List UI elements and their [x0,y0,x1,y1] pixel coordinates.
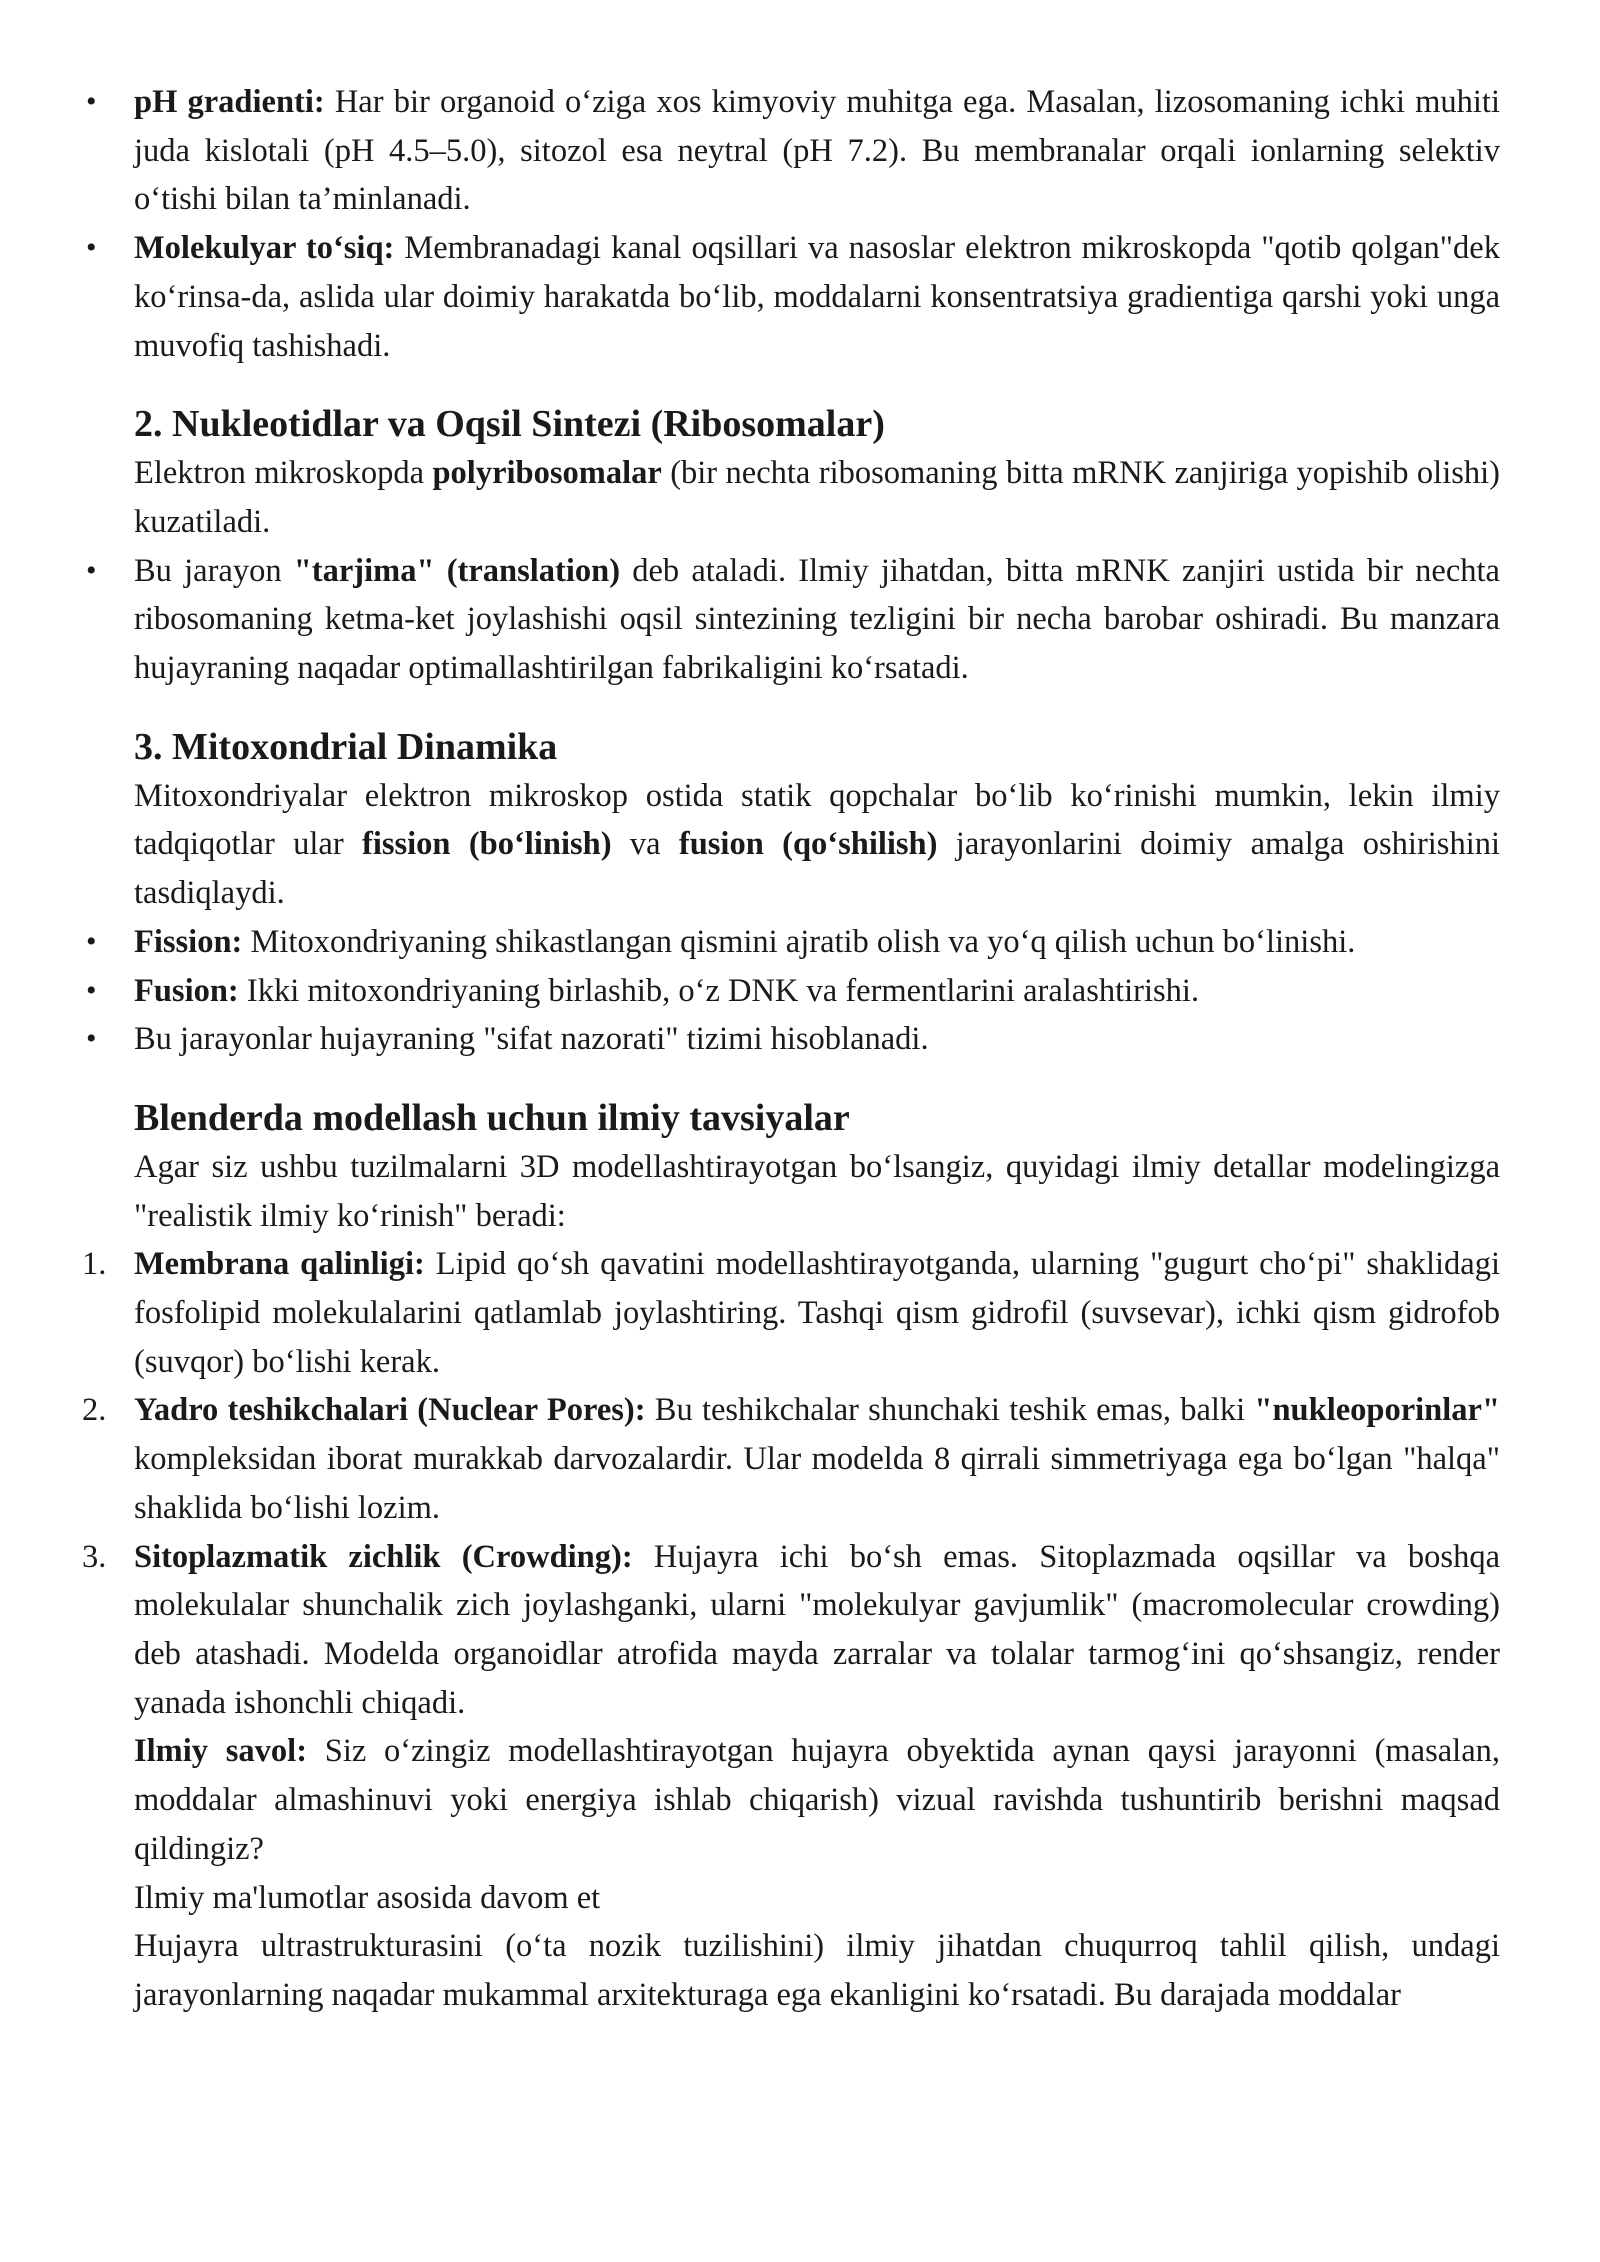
description: Har bir organoid o‘ziga xos kimyoviy muhitga ega. Masalan, lizosomaning ichki muhiti juda kislotali (pH 4.5–5.0), sitozol esa neytral (pH 7.2). Bu membranalar orqali ionlarning selektiv o‘tishi bilan ta’minlanadi. [134,84,1500,218]
section-heading-mitochondria: 3. Mitoxondrial Dinamika [134,725,558,768]
recommendation-list [82,1240,1500,1727]
term: Molekulyar to‘siq: [134,230,395,267]
list-item [134,918,1500,967]
ribosome-bullet-list [134,547,1500,693]
section-heading-blender: Blenderda modellash uchun ilmiy tavsiyalar [134,1096,850,1139]
term: pH gradienti: [134,84,325,120]
final-paragraph: Hujayra ultrastrukturasini (o‘ta nozik tuzilishini) ilmiy jihatdan chuqurroq tahlil qilish, undagi jarayonlarning naqadar mukammal arxitekturaga ega ekanligini ko‘rsatadi. Bu darajada moddalar [134,1928,1500,2013]
mitochondria-bullet-list [134,918,1500,1064]
ph-bullet-list [134,78,1500,370]
item-number: 2. [82,1392,107,1429]
item-number: 1. [82,1246,107,1283]
description: Ikki mitoxondriyaning birlashib, o‘z DNK va fermentlarini aralashtirishi. [238,972,1200,1009]
description: Mitoxondriyaning shikastlangan qismini ajratib olish va yo‘q qilish uchun bo‘linishi. [242,923,1356,960]
list-item [134,967,1500,1016]
description: Bu jarayonlar hujayraning "sifat nazorati" tizimi hisoblanadi. [134,1021,929,1058]
list-item [134,224,1500,370]
list-item [134,1015,1500,1064]
list-item: • Bu jarayon "tarjima" (translation) deb ataladi. Ilmiy jihatdan, bitta mRNK zanjiri ustida bir nechta ribosomaning ketma-ket joylashishi oqsil sintezining tezligini bir necha barobar oshiradi. Bu manzara hujayraning naqadar optimallashtirilgan fabrikaligini ko‘rsatadi. [134,547,1500,693]
scientific-question: Ilmiy savol: Siz o‘zingiz modellashtirayotgan hujayra obyektida aynan qaysi jarayonni (masalan, moddalar almashinuvi yoki energiya ishlab chiqarish) vizual ravishda tushuntirib berishni maqsad qildingiz? [134,1733,1501,1867]
section-intro: Agar siz ushbu tuzilmalarni 3D modellashtirayotgan bo‘lsangiz, quyidagi ilmiy detallar modelingizga "realistik ilmiy ko‘rinish" beradi: [134,1148,1500,1234]
list-item: 3. Sitoplazmatik zichlik (Crowding): Hujayra ichi bo‘sh emas. Sitoplazmada oqsillar va boshqa molekulalar shunchalik zich joylashganki, ularni "molekulyar gavjumlik" (macromolecular crowding) deb atashadi. Modelda organoidlar atrofida mayda zarralar va tolalar tarmog‘ini qo‘shsangiz, render yanada ishonchli chiqadi. [134,1533,1500,1728]
list-item: 1. Membrana qalinligi: Lipid qo‘sh qavatini modellashtirayotganda, ularning "gugurt cho‘pi" shaklidagi fosfolipid molekulalarini qatlamlab joylashtiring. Tashqi qism gidrofil (suvsevar), ichki qism gidrofob (suvqor) bo‘lishi kerak. [134,1240,1500,1386]
continue-prompt: Ilmiy ma'lumotlar asosida davom et [134,1879,601,1916]
section-intro: Mitoxondriyalar elektron mikroskop ostida statik qopchalar bo‘lib ko‘rinishi mumkin, lekin ilmiy tadqiqotlar ular fission (bo‘linish) va fusion (qo‘shilish) jarayonlarini doimiy amalga oshirishini tasdiqlaydi. [134,777,1501,912]
list-item [134,78,1500,224]
term: Fusion: [134,972,239,1009]
term: Fission: [134,923,243,960]
section-intro: Elektron mikroskopda polyribosomalar (bir nechta ribosomaning bitta mRNK zanjiriga yopishib olishi) kuzatiladi. [134,455,1500,540]
section-heading-ribosomes: 2. Nukleotidlar va Oqsil Sintezi (Ribosomalar) [134,403,885,446]
list-item: 2. Yadro teshikchalari (Nuclear Pores): Bu teshikchalar shunchaki teshik emas, balki "nukleoporinlar" kompleksidan iborat murakkab darvozalardir. Ular modelda 8 qirrali simmetriyaga ega bo‘lgan "halqa" shaklida bo‘lishi lozim. [134,1386,1500,1532]
description: Membranadagi kanal oqsillari va nasoslar elektron mikroskopda "qotib qolgan"dek ko‘rinsa-da, aslida ular doimiy harakatda bo‘lib, moddalarni konsentratsiya gradientiga qarshi yoki unga muvofiq tashishadi. [134,230,1500,364]
item-number: 3. [82,1538,107,1575]
document-body [82,78,1501,2020]
